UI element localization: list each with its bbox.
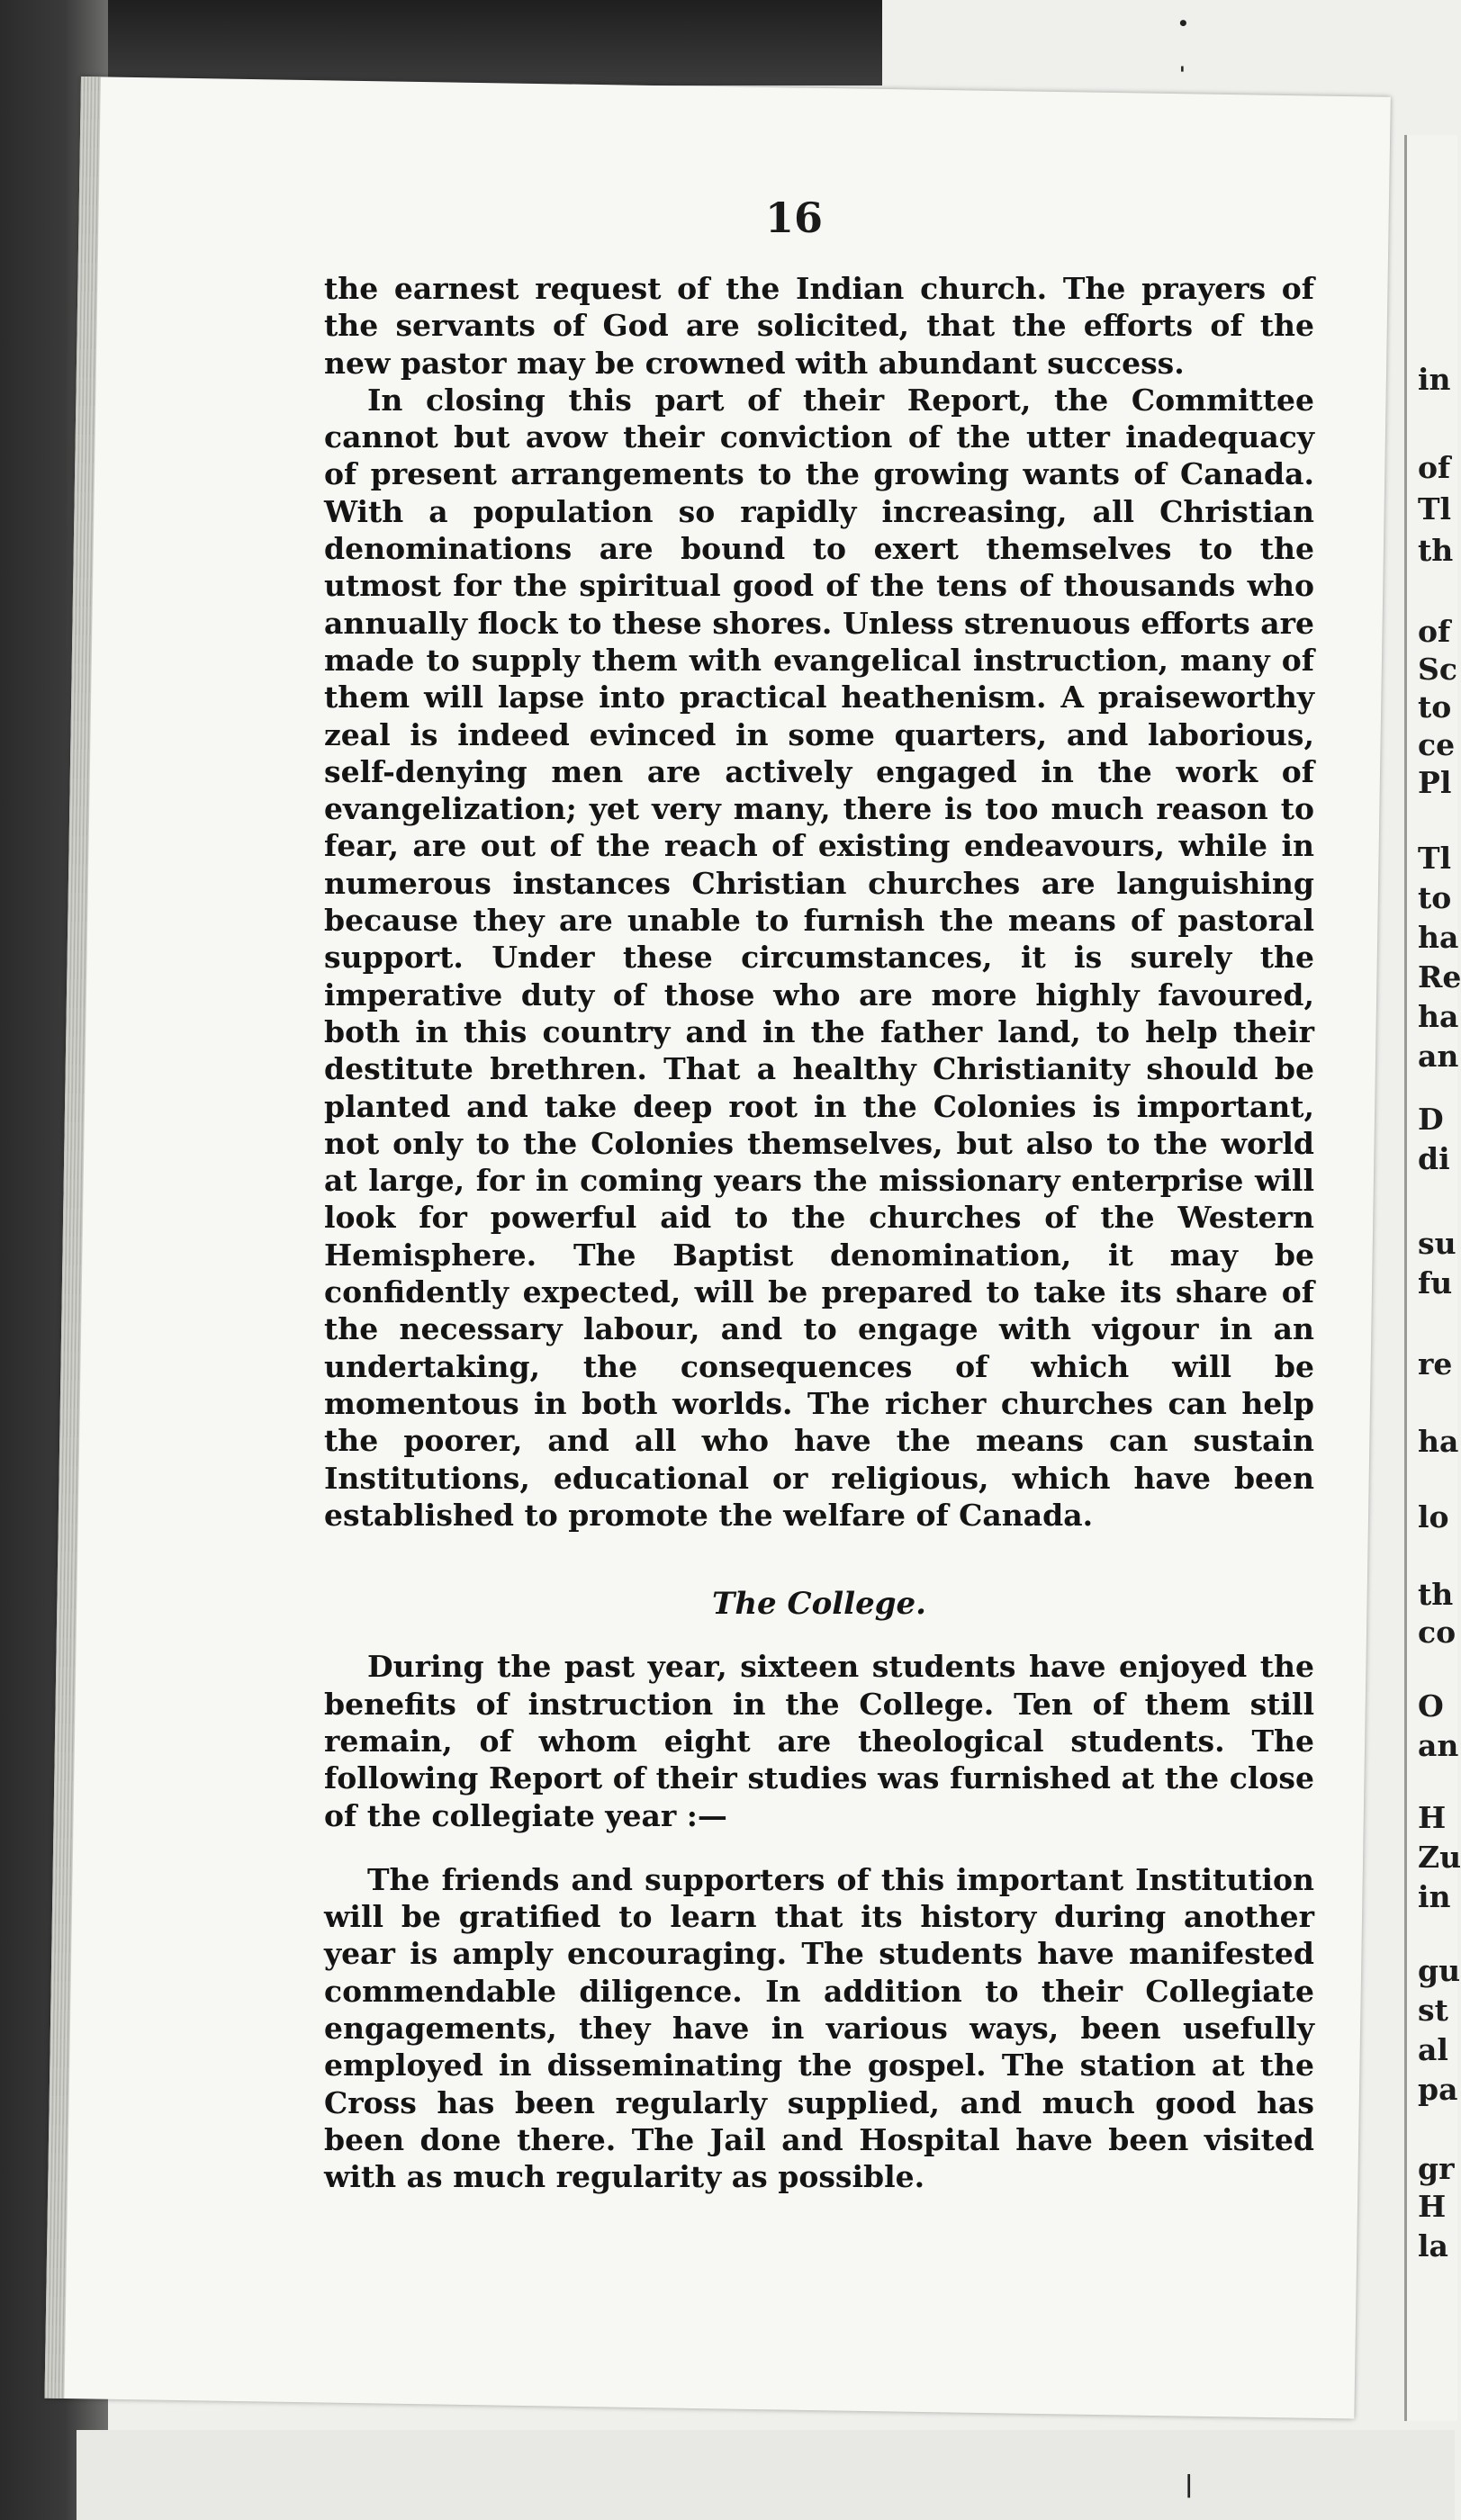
- adjacent-page-fragment: th: [1418, 533, 1454, 568]
- adjacent-page-fragment: an: [1418, 1728, 1459, 1763]
- adjacent-page-fragment: H: [1418, 2189, 1447, 2224]
- adjacent-page-fragment: gr: [1418, 2151, 1455, 2186]
- adjacent-page-fragment: Tl: [1418, 491, 1452, 526]
- adjacent-page-fragment: H: [1418, 1800, 1447, 1835]
- paragraph-4: The friends and supporters of this important Institution will be gratified to learn that its history during another year is amply encouraging. The students have manifested commendable diligence. In addition to their Collegiate engagements, they have in various ways, been usefully employed in disseminating the gospel. The station at the Cross has been regularly supplied, and much good has been done there. The Jail and Hospital have been visited with as much regularity as possible.: [324, 1861, 1314, 2195]
- adjacent-page-fragment: gu: [1418, 1953, 1461, 1988]
- scan-background-bottom: [77, 2430, 1455, 2520]
- adjacent-page-fragment: lo: [1418, 1499, 1449, 1534]
- adjacent-page-fragment: Pl: [1418, 765, 1452, 800]
- adjacent-page-fragment: fu: [1418, 1265, 1453, 1300]
- scan-background-top: [108, 0, 882, 86]
- scan-mark: •: [1177, 13, 1189, 34]
- adjacent-page-fragment: an: [1418, 1039, 1459, 1074]
- adjacent-page-fragment: di: [1418, 1141, 1450, 1176]
- adjacent-page-fragment: in: [1418, 362, 1451, 397]
- spacer: [324, 1834, 1314, 1861]
- adjacent-page-fragment: ha: [1418, 999, 1459, 1034]
- page-body: [324, 270, 1314, 2196]
- adjacent-page-fragment: la: [1418, 2228, 1448, 2264]
- adjacent-page-fragment: in: [1418, 1879, 1451, 1914]
- paragraph-3: During the past year, sixteen students have enjoyed the benefits of instruction in the College. Ten of them still remain, of whom eight are theological students. The following Report of their studies was furnished at the close of the collegiate year :—: [324, 1649, 1314, 1833]
- adjacent-page-fragment: ha: [1418, 920, 1459, 955]
- adjacent-page-fragment: al: [1418, 2032, 1448, 2067]
- adjacent-page-fragment: to: [1418, 880, 1452, 915]
- adjacent-page-fragment: re: [1418, 1346, 1453, 1382]
- adjacent-page-fragment: ce: [1418, 727, 1456, 762]
- paragraph-1: the earnest request of the Indian church. The prayers of the servants of God are solicited, that the efforts of the new pastor may be crowned with abundant success.: [324, 271, 1314, 381]
- adjacent-page-fragment: Tl: [1418, 841, 1452, 876]
- scan-mark: ': [1179, 63, 1186, 86]
- adjacent-page-fragment: of: [1418, 450, 1451, 485]
- adjacent-page-fragment: th: [1418, 1577, 1454, 1612]
- adjacent-page-fragment: Zu: [1418, 1840, 1461, 1875]
- adjacent-page-fragment: D: [1418, 1102, 1444, 1137]
- adjacent-page-fragment: to: [1418, 689, 1452, 724]
- adjacent-page-fragment: Re: [1418, 959, 1461, 994]
- adjacent-page-fragment: Sc: [1418, 652, 1457, 687]
- adjacent-page-fragment: pa: [1418, 2072, 1458, 2107]
- scan-mark: |: [1185, 2471, 1194, 2498]
- adjacent-page-fragment: co: [1418, 1615, 1456, 1650]
- adjacent-page-fragment: st: [1418, 1993, 1448, 2028]
- section-heading: The College.: [712, 1586, 926, 1623]
- paragraph-2: In closing this part of their Report, the Committee cannot but avow their conviction of the utter inadequacy of present arrangements to the growing wants of Canada. With a population so rapidly increasing, all Christian denominations are bound to exert themselves to the utmost for the spiritual good of the tens of thousands who annually flock to these shores. Unless strenuous efforts are made to supply them with evangelical instruction, many of them will lapse into practical heathenism. A praiseworthy zeal is indeed evinced in some quarters, and laborious, self-denying men are actively engaged in the work of evangelization; yet very many, there is too much reason to fear, are out of the reach of existing endeavours, while in numerous instances Christian churches are languishing because they are unable to furnish the means of pastoral support. Under these circumstances, it is surely the imperative duty of those who are more highly favoured, both in this country and in the father land, to help their destitute brethren. That a healthy Christianity should be planted and take deep root in the Colonies is important, not only to the Colonies themselves, but also to the world at large, for in coming years the missionary enterprise will look for powerful aid to the churches of the Western Hemisphere. The Baptist denomination, it may be confidently expected, will be prepared to take its share of the necessary labour, and to engage with vigour in an undertaking, the consequences of which will be momentous in both worlds. The richer churches can help the poorer, and all who have the means can sustain Institutions, educational or religious, which have been established to promote the welfare of Canada.: [324, 382, 1314, 1533]
- adjacent-page-fragment: of: [1418, 614, 1451, 649]
- page-number: 16: [765, 194, 824, 242]
- adjacent-page-fragment: O: [1418, 1688, 1444, 1724]
- adjacent-page-fragment: ha: [1418, 1424, 1459, 1459]
- adjacent-page-fragment: su: [1418, 1226, 1456, 1261]
